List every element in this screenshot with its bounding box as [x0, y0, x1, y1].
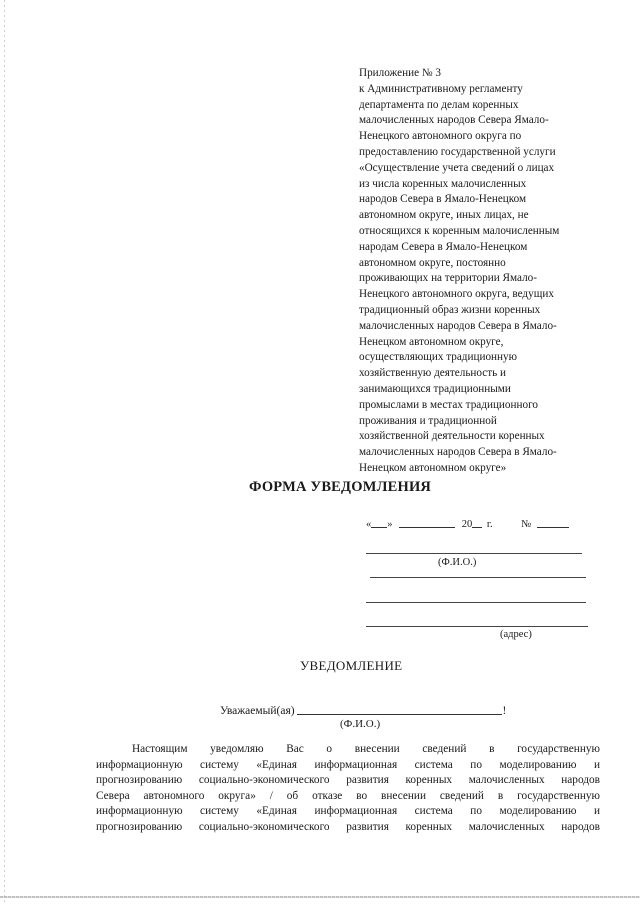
date-number-line — [366, 517, 569, 530]
year-blank[interactable] — [472, 517, 482, 528]
appendix-line: народов Севера в Ямало-Ненецком — [359, 193, 527, 206]
appendix-line: Ненецкого автономного округа по — [359, 130, 522, 143]
body-line: информационную систему «Единая информационная система по моделированию и — [96, 805, 600, 818]
salutation-fio-caption: (Ф.И.О.) — [340, 718, 381, 730]
appendix-line: автономном округе, постоянно — [359, 256, 506, 269]
body-line: прогнозированию социально-экономического развития коренных малочисленных народов — [96, 774, 600, 787]
appendix-line: из числа коренных малочисленных — [359, 177, 527, 190]
address-line-2[interactable] — [366, 602, 586, 603]
appendix-line: Ненецком автономном округе» — [359, 461, 507, 474]
number-blank[interactable] — [537, 517, 569, 528]
appendix-line: промыслами в местах традиционного — [359, 398, 538, 411]
date-close-quote: » — [387, 519, 393, 530]
salutation-text: Уважаемый(ая) — [220, 705, 295, 717]
appendix-line: осуществляющих традиционную — [359, 351, 517, 364]
salutation-end: ! — [502, 705, 507, 717]
appendix-line: малочисленных народов Севера Ямало- — [359, 114, 549, 127]
appendix-line: традиционный образ жизни коренных — [359, 303, 541, 316]
notice-body — [96, 742, 600, 836]
address-line-3[interactable] — [366, 626, 588, 627]
appendix-line: хозяйственной деятельности коренных — [359, 430, 545, 443]
appendix-line: проживающих на территории Ямало- — [359, 272, 537, 285]
appendix-line: занимающихся традиционными — [359, 382, 511, 395]
month-blank[interactable] — [399, 517, 455, 528]
appendix-line: Приложение № 3 — [359, 67, 441, 79]
body-line: Севера автономного округа» / об отказе во внесении сведений в государственную — [96, 789, 600, 802]
appendix-line: предоставлению государственной услуги — [359, 145, 556, 158]
appendix-line: хозяйственную деятельность и — [359, 367, 507, 380]
appendix-line: департамента по делам коренных — [359, 98, 519, 111]
salutation-line — [220, 704, 506, 717]
year-suffix: г. — [486, 519, 493, 530]
number-sign: № — [521, 519, 532, 530]
appendix-line: к Административному регламенту — [359, 82, 523, 95]
body-line: информационную систему «Единая информационная система по моделированию и — [96, 758, 600, 771]
appendix-line: «Осуществление учета сведений о лицах — [359, 161, 555, 174]
salutation-blank[interactable] — [297, 704, 502, 715]
appendix-line: проживания и традиционной — [359, 414, 497, 427]
appendix-line: малочисленных народов Севера в Ямало- — [359, 319, 557, 332]
body-line: прогнозированию социально-экономического развития коренных малочисленных народов — [96, 820, 600, 833]
appendix-line: относящихся к коренным малочисленным — [359, 224, 560, 237]
notice-title: УВЕДОМЛЕНИЕ — [300, 658, 403, 673]
appendix-line: Ненецком автономном округе, — [359, 335, 504, 348]
appendix-line: автономном округе, иных лицах, не — [359, 209, 529, 222]
form-title: ФОРМА УВЕДОМЛЕНИЯ — [249, 479, 432, 495]
scan-left-edge — [4, 0, 5, 905]
address-line-1[interactable] — [370, 577, 586, 578]
fio-caption: (Ф.И.О.) — [438, 557, 477, 568]
appendix-line: Ненецкого автономного округа, ведущих — [359, 288, 554, 301]
appendix-line: народам Севера в Ямало-Ненецком — [359, 240, 528, 253]
scan-bottom-edge — [0, 896, 640, 898]
day-blank[interactable] — [371, 517, 387, 528]
address-caption: (адрес) — [500, 629, 532, 640]
appendix-block — [359, 66, 609, 477]
fio-line[interactable] — [366, 553, 582, 554]
year-prefix: 20 — [461, 519, 473, 530]
appendix-line: малочисленных народов Севера в Ямало- — [359, 446, 557, 459]
date-open-quote: « — [366, 519, 372, 530]
body-line: Настоящим уведомляю Вас о внесении сведений в государственную — [132, 743, 600, 755]
